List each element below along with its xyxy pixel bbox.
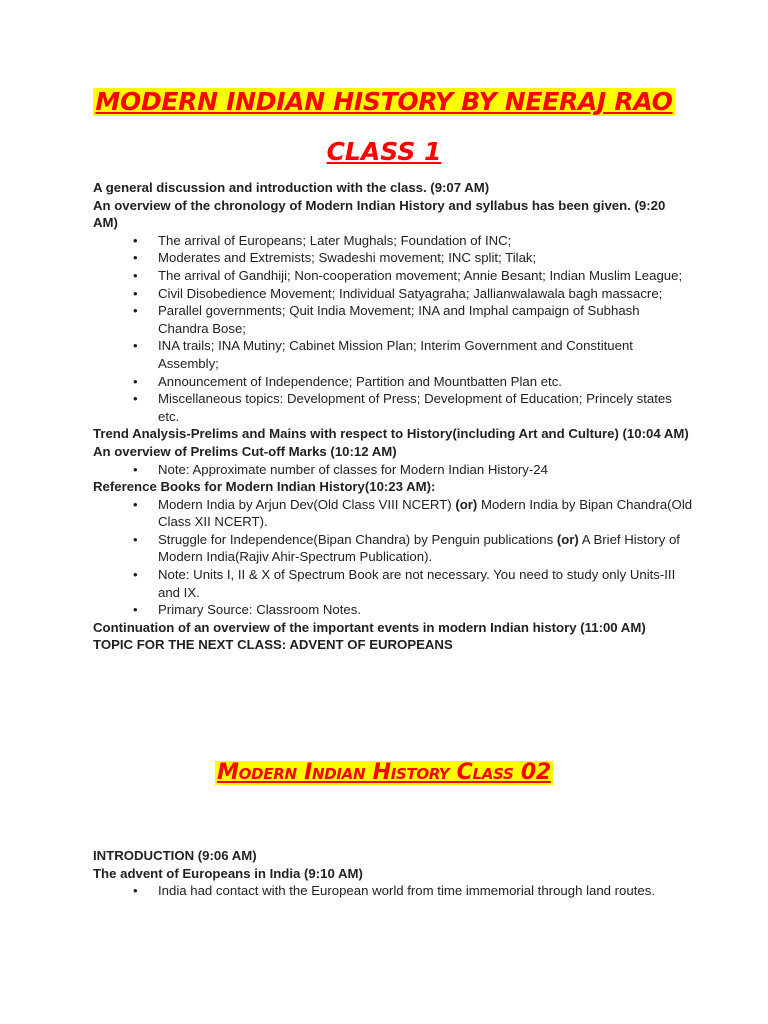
- list-item: • India had contact with the European world from time immemorial through land routes.: [158, 882, 693, 900]
- trend-analysis-line: Trend Analysis-Prelims and Mains with respect to History(including Art and Culture) (10:04 AM): [93, 426, 689, 442]
- book-text: Struggle for Independence(Bipan Chandra) by Penguin publications: [158, 531, 557, 547]
- list-item: [158, 531, 693, 566]
- class1-notes: [93, 179, 693, 654]
- list-item: [158, 496, 693, 531]
- list-item: • Moderates and Extremists; Swadeshi movement; INC split; Tilak;: [158, 249, 693, 267]
- book-text: Modern India by Bipan Chandra(Old Class XII NCERT).: [158, 496, 693, 530]
- class2-title: Modern Indian History Class 02: [217, 760, 551, 785]
- main-title: MODERN INDIAN HISTORY BY NEERAJ RAO: [95, 87, 673, 116]
- class1-title-row: [0, 137, 768, 166]
- list-item: • Note: Units I, II & X of Spectrum Book are not necessary. You need to study only Units-III and IX.: [158, 566, 693, 601]
- next-topic-line: TOPIC FOR THE NEXT CLASS: ADVENT OF EUROPEANS: [93, 637, 453, 653]
- cutoff-list: [93, 461, 693, 479]
- list-item: • Miscellaneous topics: Development of Press; Development of Education; Princely states etc.: [158, 390, 693, 425]
- list-item: • The arrival of Gandhiji; Non-cooperation movement; Annie Besant; Indian Muslim League;: [158, 267, 693, 285]
- main-title-row: [0, 88, 768, 116]
- class2-notes: [93, 847, 693, 900]
- cutoff-line: An overview of Prelims Cut-off Marks (10:12 AM): [93, 443, 397, 459]
- books-list: [93, 496, 693, 619]
- intro-line: A general discussion and introduction with the class. (9:07 AM): [93, 180, 490, 195]
- advent-heading: The advent of Europeans in India (9:10 AM): [93, 865, 363, 881]
- list-item: • Announcement of Independence; Partition and Mountbatten Plan etc.: [158, 373, 693, 391]
- book-text: Modern India by Arjun Dev(Old Class VIII NCERT): [158, 496, 456, 512]
- reference-books-heading: Reference Books for Modern Indian History(10:23 AM):: [93, 479, 436, 495]
- advent-list: [93, 882, 693, 900]
- class1-title: CLASS 1: [326, 137, 442, 166]
- chronology-list: [93, 232, 693, 426]
- or-text: (or): [556, 531, 579, 547]
- list-item: • The arrival of Europeans; Later Mughals; Foundation of INC;: [158, 232, 693, 250]
- class2-title-row: [0, 761, 768, 785]
- list-item: • Civil Disobedience Movement; Individual Satyagraha; Jallianwalawala bagh massacre;: [158, 285, 693, 303]
- list-item: • Parallel governments; Quit India Movement; INA and Imphal campaign of Subhash Chandra Bose;: [158, 302, 693, 337]
- overview-line: An overview of the chronology of Modern Indian History and syllabus has been given. (9:20 AM): [93, 197, 666, 231]
- list-item: • INA trails; INA Mutiny; Cabinet Mission Plan; Interim Government and Constituent Assembly;: [158, 337, 693, 372]
- book-text: A Brief History of Modern India(Rajiv Ahir-Spectrum Publication).: [158, 531, 680, 565]
- continuation-line: Continuation of an overview of the important events in modern Indian history (11:00 AM): [93, 619, 646, 635]
- list-item: • Primary Source: Classroom Notes.: [158, 601, 693, 619]
- list-item: • Note: Approximate number of classes for Modern Indian History-24: [158, 461, 693, 479]
- or-text: (or): [455, 496, 478, 512]
- introduction-heading: INTRODUCTION (9:06 AM): [93, 848, 257, 863]
